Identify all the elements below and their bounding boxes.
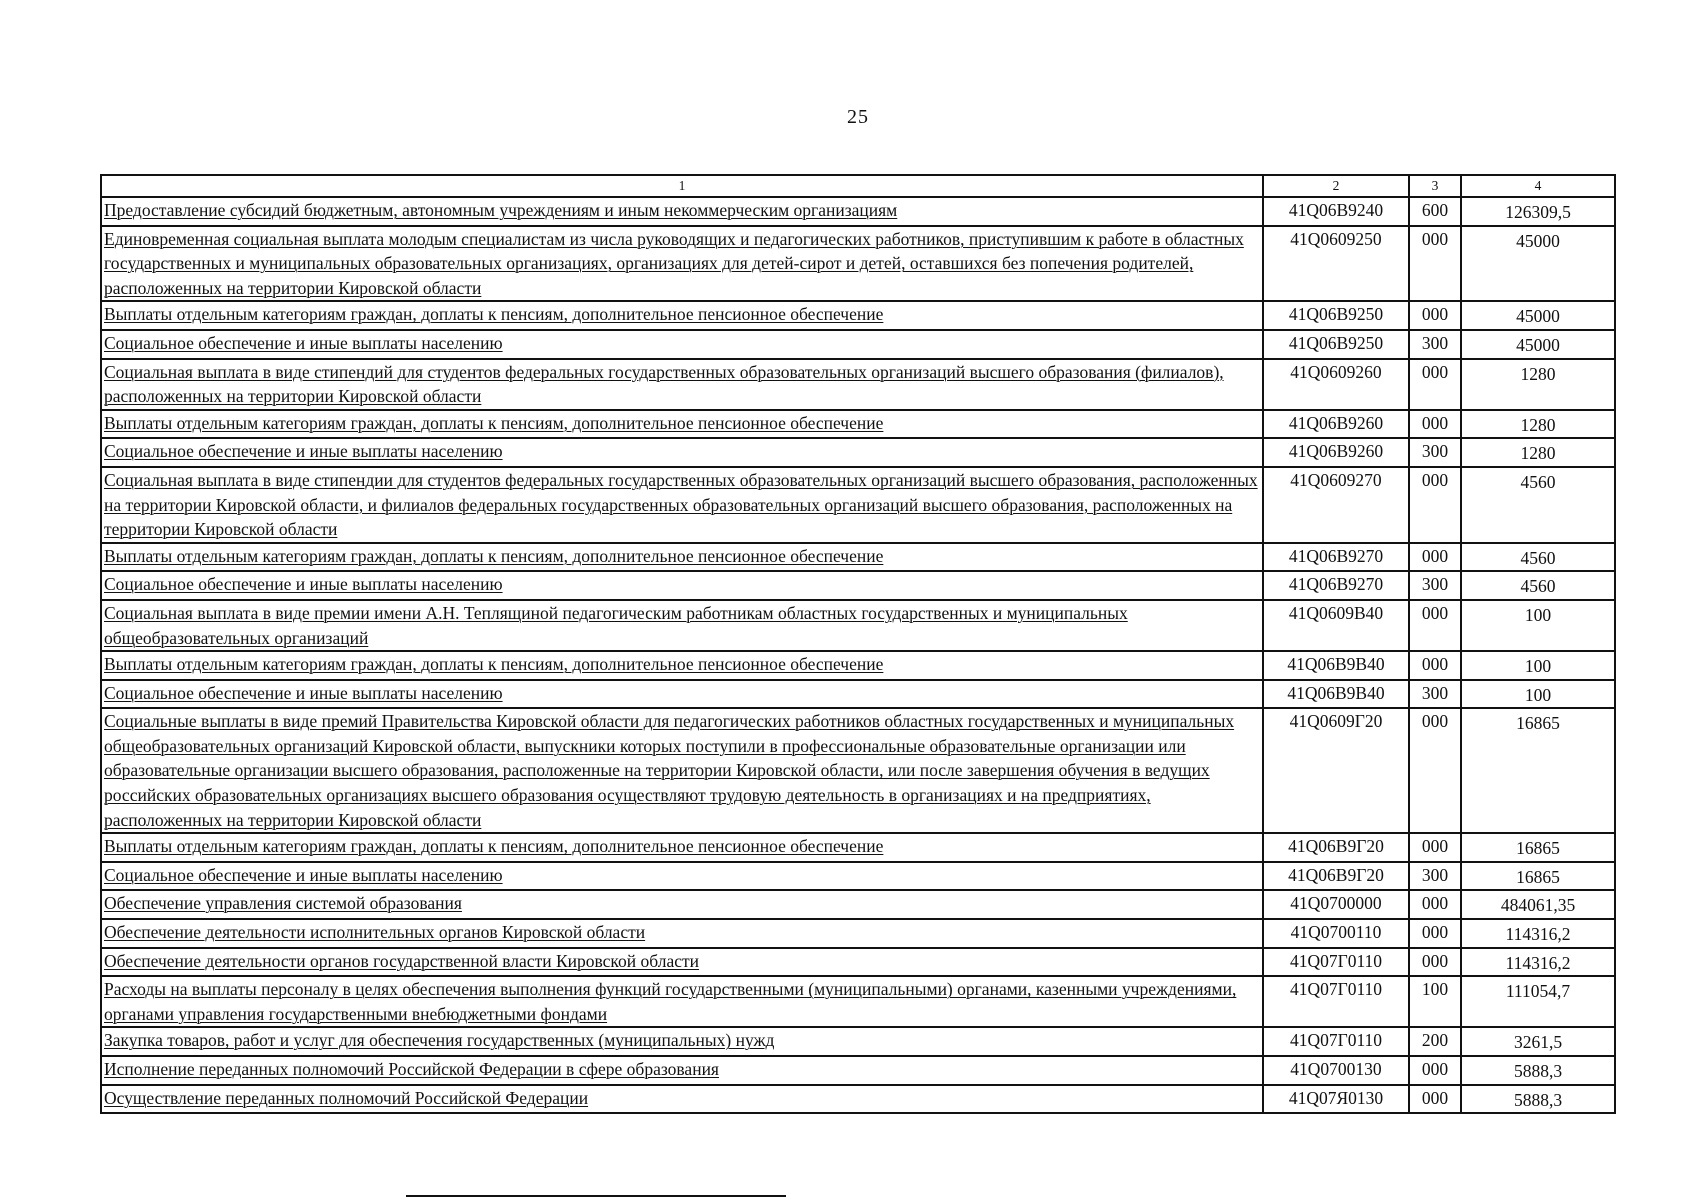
row-code: 41Q0609250 <box>1263 226 1409 302</box>
table-row <box>101 1085 1615 1114</box>
row-expense-type: 000 <box>1409 301 1461 330</box>
table-row <box>101 226 1615 302</box>
row-code: 41Q06B9270 <box>1263 571 1409 600</box>
row-expense-type: 100 <box>1409 976 1461 1027</box>
row-code: 41Q06B9260 <box>1263 438 1409 467</box>
row-amount: 1280 <box>1461 359 1615 410</box>
row-amount: 111054,7 <box>1461 976 1615 1027</box>
row-code: 41Q07Г0110 <box>1263 976 1409 1027</box>
row-amount: 126309,5 <box>1461 197 1615 226</box>
row-amount: 5888,3 <box>1461 1085 1615 1114</box>
footnote-rule <box>406 1195 786 1197</box>
row-code: 41Q0700130 <box>1263 1056 1409 1085</box>
row-name: Выплаты отдельным категориям граждан, доплаты к пенсиям, дополнительное пенсионное обеспечение <box>101 410 1263 439</box>
row-amount: 3261,5 <box>1461 1027 1615 1056</box>
row-expense-type: 300 <box>1409 680 1461 709</box>
row-code: 41Q06B9B40 <box>1263 651 1409 680</box>
table-row <box>101 1056 1615 1085</box>
row-code: 41Q0609270 <box>1263 467 1409 543</box>
row-expense-type: 000 <box>1409 543 1461 572</box>
table-row <box>101 976 1615 1027</box>
row-amount: 16865 <box>1461 708 1615 833</box>
row-expense-type: 000 <box>1409 708 1461 833</box>
row-amount: 16865 <box>1461 862 1615 891</box>
table-row <box>101 359 1615 410</box>
header-col-amount: 4 <box>1461 175 1615 197</box>
row-amount: 1280 <box>1461 410 1615 439</box>
row-name: Выплаты отдельным категориям граждан, доплаты к пенсиям, дополнительное пенсионное обеспечение <box>101 651 1263 680</box>
row-code: 41Q06B9Г20 <box>1263 833 1409 862</box>
row-code: 41Q0609Г20 <box>1263 708 1409 833</box>
row-amount: 45000 <box>1461 301 1615 330</box>
row-name: Социальная выплата в виде премии имени А.Н. Теплящиной педагогическим работникам областных государственных и муниципальных общеобразовательных организаций <box>101 600 1263 651</box>
row-expense-type: 200 <box>1409 1027 1461 1056</box>
row-name: Обеспечение управления системой образования <box>101 890 1263 919</box>
row-amount: 100 <box>1461 600 1615 651</box>
row-code: 41Q0700000 <box>1263 890 1409 919</box>
table-row <box>101 330 1615 359</box>
table-row <box>101 651 1615 680</box>
row-code: 41Q06B9270 <box>1263 543 1409 572</box>
row-expense-type: 000 <box>1409 919 1461 948</box>
table-row <box>101 197 1615 226</box>
row-expense-type: 000 <box>1409 948 1461 977</box>
row-expense-type: 000 <box>1409 410 1461 439</box>
row-name: Выплаты отдельным категориям граждан, доплаты к пенсиям, дополнительное пенсионное обеспечение <box>101 543 1263 572</box>
table-row <box>101 410 1615 439</box>
row-expense-type: 300 <box>1409 862 1461 891</box>
row-name: Обеспечение деятельности исполнительных органов Кировской области <box>101 919 1263 948</box>
row-name: Обеспечение деятельности органов государственной власти Кировской области <box>101 948 1263 977</box>
table-body <box>101 197 1615 1113</box>
row-amount: 4560 <box>1461 571 1615 600</box>
row-name: Социальное обеспечение и иные выплаты населению <box>101 680 1263 709</box>
table-row <box>101 301 1615 330</box>
row-code: 41Q06B9250 <box>1263 330 1409 359</box>
table-row <box>101 890 1615 919</box>
table-row <box>101 438 1615 467</box>
row-expense-type: 000 <box>1409 359 1461 410</box>
row-amount: 484061,35 <box>1461 890 1615 919</box>
row-code: 41Q06B9240 <box>1263 197 1409 226</box>
row-name: Расходы на выплаты персоналу в целях обеспечения выполнения функций государственными (муниципальными) органами, казенными учреждениями, органами управления государственными внебюджетными фондами <box>101 976 1263 1027</box>
row-name: Социальное обеспечение и иные выплаты населению <box>101 330 1263 359</box>
row-code: 41Q07Я0130 <box>1263 1085 1409 1114</box>
row-name: Исполнение переданных полномочий Российской Федерации в сфере образования <box>101 1056 1263 1085</box>
row-expense-type: 000 <box>1409 600 1461 651</box>
row-expense-type: 000 <box>1409 467 1461 543</box>
page-number: 25 <box>847 106 869 128</box>
table-row <box>101 600 1615 651</box>
row-amount: 1280 <box>1461 438 1615 467</box>
table-row <box>101 862 1615 891</box>
row-name: Предоставление субсидий бюджетным, автономным учреждениям и иным некоммерческим организациям <box>101 197 1263 226</box>
row-amount: 45000 <box>1461 226 1615 302</box>
row-code: 41Q0700110 <box>1263 919 1409 948</box>
table-row <box>101 467 1615 543</box>
table-row <box>101 948 1615 977</box>
row-expense-type: 000 <box>1409 890 1461 919</box>
row-expense-type: 000 <box>1409 833 1461 862</box>
table-row <box>101 708 1615 833</box>
row-code: 41Q07Г0110 <box>1263 948 1409 977</box>
row-expense-type: 000 <box>1409 226 1461 302</box>
row-expense-type: 000 <box>1409 1085 1461 1114</box>
table-row <box>101 571 1615 600</box>
row-amount: 4560 <box>1461 467 1615 543</box>
row-name: Социальное обеспечение и иные выплаты населению <box>101 571 1263 600</box>
row-expense-type: 300 <box>1409 330 1461 359</box>
row-code: 41Q07Г0110 <box>1263 1027 1409 1056</box>
header-col-name: 1 <box>101 175 1263 197</box>
budget-table <box>100 174 1616 1114</box>
row-amount: 100 <box>1461 680 1615 709</box>
row-code: 41Q0609B40 <box>1263 600 1409 651</box>
row-code: 41Q06B9Г20 <box>1263 862 1409 891</box>
table-row <box>101 833 1615 862</box>
row-amount: 114316,2 <box>1461 919 1615 948</box>
header-col-code: 2 <box>1263 175 1409 197</box>
row-expense-type: 000 <box>1409 1056 1461 1085</box>
table-row <box>101 1027 1615 1056</box>
row-expense-type: 300 <box>1409 438 1461 467</box>
row-amount: 16865 <box>1461 833 1615 862</box>
row-amount: 5888,3 <box>1461 1056 1615 1085</box>
row-code: 41Q06B9B40 <box>1263 680 1409 709</box>
table-header-row <box>101 175 1615 197</box>
row-name: Осуществление переданных полномочий Российской Федерации <box>101 1085 1263 1114</box>
row-name: Закупка товаров, работ и услуг для обеспечения государственных (муниципальных) нужд <box>101 1027 1263 1056</box>
row-name: Социальное обеспечение и иные выплаты населению <box>101 862 1263 891</box>
row-amount: 114316,2 <box>1461 948 1615 977</box>
header-col-type: 3 <box>1409 175 1461 197</box>
row-expense-type: 600 <box>1409 197 1461 226</box>
row-expense-type: 300 <box>1409 571 1461 600</box>
row-expense-type: 000 <box>1409 651 1461 680</box>
row-code: 41Q0609260 <box>1263 359 1409 410</box>
row-name: Социальная выплата в виде стипендии для студентов федеральных государственных образовательных организаций высшего образования, расположенных на территории Кировской области, и филиалов федеральных государственных образовательных организаций высшего образования, расположенных на территории Кировской области <box>101 467 1263 543</box>
row-name: Социальная выплата в виде стипендий для студентов федеральных государственных образовательных организаций высшего образования (филиалов), расположенных на территории Кировской области <box>101 359 1263 410</box>
table-row <box>101 680 1615 709</box>
row-amount: 45000 <box>1461 330 1615 359</box>
row-name: Выплаты отдельным категориям граждан, доплаты к пенсиям, дополнительное пенсионное обеспечение <box>101 301 1263 330</box>
row-amount: 100 <box>1461 651 1615 680</box>
row-code: 41Q06B9250 <box>1263 301 1409 330</box>
row-code: 41Q06B9260 <box>1263 410 1409 439</box>
row-amount: 4560 <box>1461 543 1615 572</box>
row-name: Социальное обеспечение и иные выплаты населению <box>101 438 1263 467</box>
row-name: Выплаты отдельным категориям граждан, доплаты к пенсиям, дополнительное пенсионное обеспечение <box>101 833 1263 862</box>
row-name: Единовременная социальная выплата молодым специалистам из числа руководящих и педагогических работников, приступившим к работе в областных государственных и муниципальных образовательных организациях, организациях для детей-сирот и детей, оставшихся без попечения родителей, расположенных на территории Кировской области <box>101 226 1263 302</box>
table-row <box>101 543 1615 572</box>
table-row <box>101 919 1615 948</box>
row-name: Социальные выплаты в виде премий Правительства Кировской области для педагогических работников областных государственных и муниципальных общеобразовательных организаций Кировской области, выпускники которых поступили в профессиональные образовательные организации или образовательные организации высшего образования, расположенные на территории Кировской области, или после завершения обучения в ведущих российских образовательных организациях высшего образования осуществляют трудовую деятельность в организациях и на предприятиях, расположенных на территории Кировской области <box>101 708 1263 833</box>
